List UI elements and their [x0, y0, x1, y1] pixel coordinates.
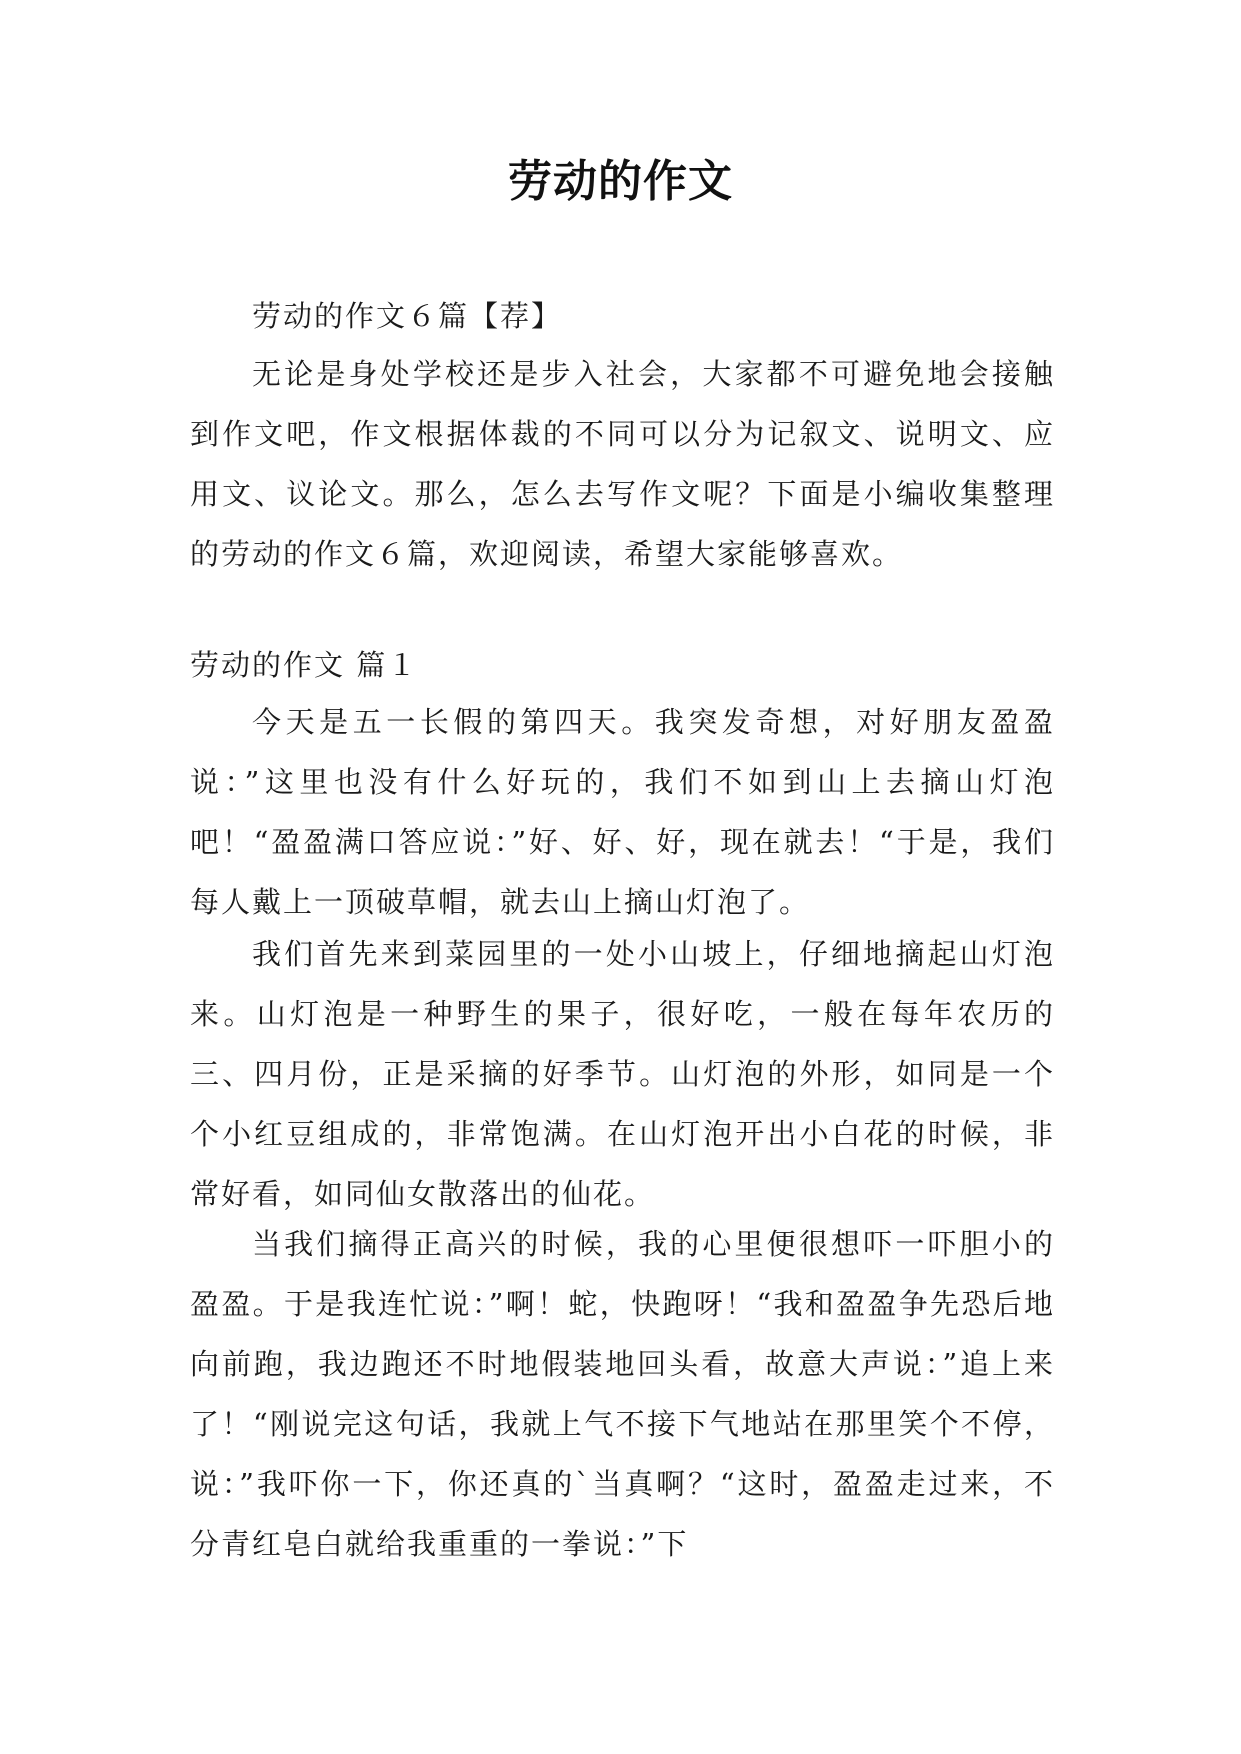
intro-paragraph: 无论是身处学校还是步入社会，大家都不可避免地会接触到作文吧，作文根据体裁的不同可以分为记叙文、说明文、应用文、议论文。那么，怎么去写作文呢？下面是小编收集整理的劳动的作文６篇，欢迎阅读，希望大家能够喜欢。	[190, 357, 1055, 571]
paragraph-2: 我们首先来到菜园里的一处小山坡上，仔细地摘起山灯泡来。山灯泡是一种野生的果子，很好吃，一般在每年农历的三、四月份，正是采摘的好季节。山灯泡的外形，如同是一个个小红豆组成的，非常饱满。在山灯泡开出小白花的时候，非常好看，如同仙女散落出的仙花。	[190, 937, 1055, 1211]
document-title: 劳动的作文	[508, 156, 733, 207]
section-heading: 劳动的作文 篇１	[190, 648, 419, 682]
paragraph-3: 当我们摘得正高兴的时候，我的心里便很想吓一吓胆小的盈盈。于是我连忙说：”啊！蛇，快跑呀！“我和盈盈争先恐后地向前跑，我边跑还不时地假装地回头看，故意大声说：”追上来了！“刚说完这句话，我就上气不接下气地站在那里笑个不停，说：”我吓你一下，你还真的`当真啊？“这时，盈盈走过来，不分青红皂白就给我重重的一拳说：”下	[190, 1227, 1055, 1561]
document-subtitle: 劳动的作文６篇【荐】	[252, 299, 563, 333]
paragraph-1: 今天是五一长假的第四天。我突发奇想，对好朋友盈盈说：”这里也没有什么好玩的，我们不如到山上去摘山灯泡吧！“盈盈满口答应说：”好、好、好，现在就去！“于是，我们每人戴上一顶破草帽，就去山上摘山灯泡了。	[190, 705, 1055, 919]
